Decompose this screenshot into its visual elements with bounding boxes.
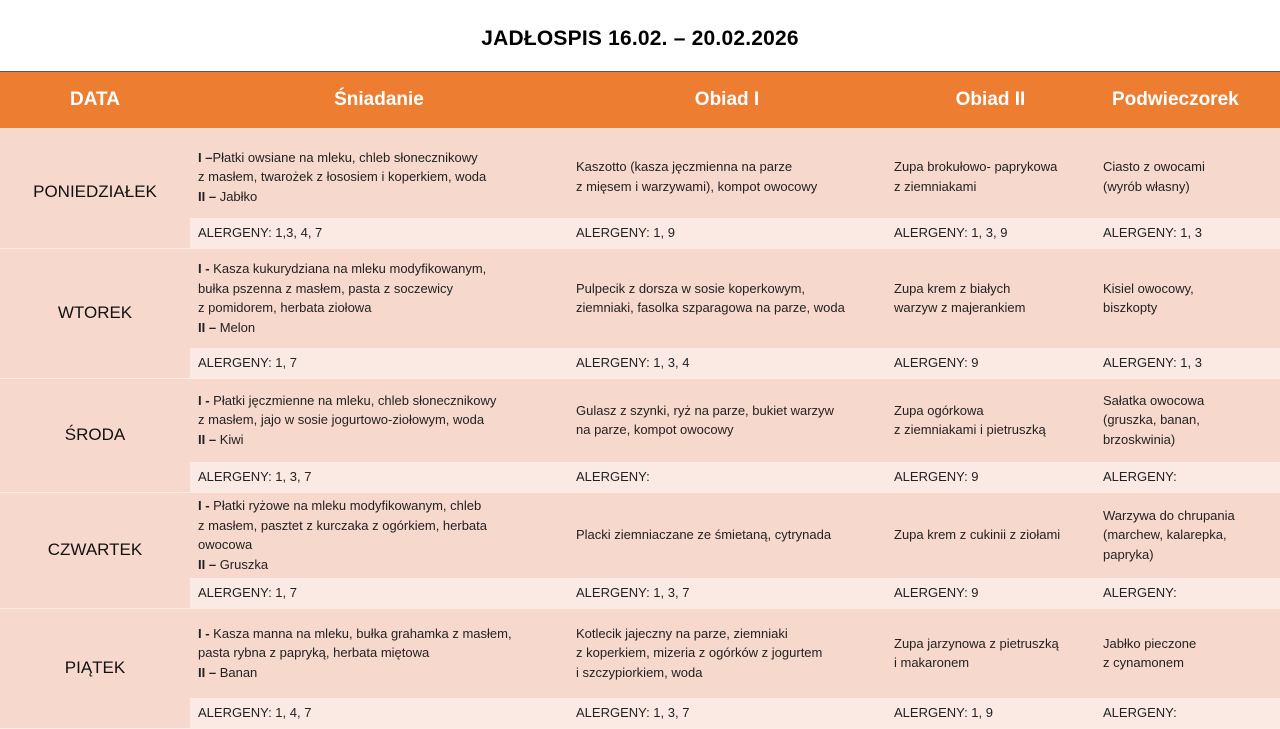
snack-cell: [1095, 248, 1280, 348]
breakfast-line: Jabłko: [216, 188, 258, 204]
cell-line: Jabłko pieczone: [1103, 635, 1197, 651]
cell-line: Pulpecik z dorsza w sosie koperkowym,: [576, 280, 806, 296]
breakfast-prefix: I -: [198, 625, 210, 641]
allergen-cell: ALERGENY: 9: [886, 348, 1095, 378]
spacer-row: [0, 128, 1280, 136]
lunch-2-cell: [886, 248, 1095, 348]
breakfast-cell: [190, 492, 568, 578]
allergen-row: [0, 578, 1280, 608]
cell-line: Kotlecik jajeczny na parze, ziemniaki: [576, 625, 788, 641]
breakfast-cell: [190, 248, 568, 348]
breakfast-line: Płatki ryżowe na mleku modyfikowanym, chleb: [209, 498, 482, 513]
snack-cell: [1095, 608, 1280, 698]
cell-line: Zupa jarzynowa z pietruszką: [894, 635, 1059, 651]
breakfast-line: z masłem, twarożek z łososiem i koperkiem, woda: [198, 169, 487, 184]
breakfast-line: Kiwi: [216, 431, 244, 447]
breakfast-cell: [190, 378, 568, 462]
cell-line: papryka): [1103, 546, 1154, 562]
allergen-cell: ALERGENY: 1, 9: [568, 218, 886, 248]
breakfast-prefix: II –: [198, 556, 217, 572]
breakfast-prefix: II –: [198, 431, 217, 447]
lunch-2-cell: [886, 608, 1095, 698]
allergen-cell: ALERGENY:: [1095, 698, 1280, 728]
header-breakfast: Śniadanie: [190, 72, 568, 129]
breakfast-cell: [190, 136, 568, 218]
breakfast-prefix: I -: [198, 261, 210, 276]
lunch-1-cell: [568, 378, 886, 462]
breakfast-cell: [190, 608, 568, 698]
header-date: DATA: [0, 72, 190, 129]
allergen-cell: ALERGENY: 1, 7: [190, 578, 568, 608]
allergen-cell: ALERGENY: 1, 9: [886, 698, 1095, 728]
breakfast-line: Melon: [216, 319, 256, 335]
cell-line: Ciasto z owocami: [1103, 159, 1205, 175]
cell-line: z ziemniakami i pietruszką: [894, 422, 1046, 437]
allergen-row: [0, 462, 1280, 492]
cell-line: z ziemniakami: [894, 178, 977, 194]
allergen-cell: ALERGENY:: [1095, 462, 1280, 492]
day-name: ŚRODA: [0, 378, 190, 492]
cell-line: Warzywa do chrupania: [1103, 507, 1235, 523]
breakfast-prefix: I –: [198, 149, 213, 165]
cell-line: Kisiel owocowy,: [1103, 280, 1194, 296]
allergen-cell: ALERGENY: 1, 4, 7: [190, 698, 568, 728]
day-name: PIĄTEK: [0, 608, 190, 728]
breakfast-prefix: II –: [198, 664, 217, 680]
breakfast-prefix: I -: [198, 392, 210, 408]
breakfast-line: z masłem, jajo w sosie jogurtowo-ziołowym, woda: [198, 412, 485, 428]
lunch-1-cell: [568, 492, 886, 578]
breakfast-line: Kasza manna na mleku, bułka grahamka z masłem,: [209, 625, 512, 641]
allergen-cell: ALERGENY: 1, 3: [1095, 348, 1280, 378]
breakfast-line: Płatki jęczmienne na mleku, chleb słonecznikowy: [209, 392, 497, 408]
cell-line: (gruszka, banan,: [1103, 412, 1200, 428]
cell-line: i makaronem: [894, 655, 970, 670]
cell-line: Zupa krem z cukinii z ziołami: [894, 527, 1061, 543]
breakfast-line: Płatki owsiane na mleku, chleb słonecznikowy: [212, 149, 478, 165]
allergen-cell: ALERGENY: 9: [886, 462, 1095, 492]
cell-line: z cynamonem: [1103, 655, 1184, 670]
cell-line: (wyrób własny): [1103, 178, 1190, 194]
menu-table: [0, 71, 1280, 729]
allergen-cell: ALERGENY:: [568, 462, 886, 492]
breakfast-prefix: I -: [198, 498, 210, 513]
lunch-1-cell: [568, 608, 886, 698]
cell-line: i szczypiorkiem, woda: [576, 664, 703, 680]
cell-line: Kaszotto (kasza jęczmienna na parze: [576, 159, 793, 175]
menu-body: [0, 128, 1280, 728]
breakfast-line: pasta rybna z papryką, herbata miętowa: [198, 645, 430, 661]
cell-line: brzoskwinia): [1103, 431, 1176, 447]
cell-line: na parze, kompot owocowy: [576, 422, 734, 437]
allergen-cell: ALERGENY: 1, 3, 7: [190, 462, 568, 492]
header-lunch-2: Obiad II: [886, 72, 1095, 129]
snack-cell: [1095, 378, 1280, 462]
cell-line: ziemniaki, fasolka szparagowa na parze, woda: [576, 300, 845, 315]
cell-line: warzyw z majerankiem: [894, 300, 1026, 315]
day-name: WTOREK: [0, 248, 190, 378]
breakfast-line: z masłem, pasztet z kurczaka z ogórkiem, herbata: [198, 517, 488, 533]
cell-line: Zupa brokułowo- paprykowa: [894, 159, 1058, 175]
cell-line: z mięsem i warzywami), kompot owocowy: [576, 178, 818, 194]
cell-line: Gulasz z szynki, ryż na parze, bukiet warzyw: [576, 402, 834, 418]
cell-line: (marchew, kalarepka,: [1103, 527, 1227, 543]
allergen-cell: ALERGENY:: [1095, 578, 1280, 608]
allergen-cell: ALERGENY: 1, 3: [1095, 218, 1280, 248]
allergen-cell: ALERGENY: 1,3, 4, 7: [190, 218, 568, 248]
header-snack: Podwieczorek: [1095, 72, 1280, 129]
cell-line: z koperkiem, mizeria z ogórków z jogurtem: [576, 645, 823, 661]
breakfast-line: Banan: [216, 664, 258, 680]
meal-row: [0, 136, 1280, 218]
lunch-2-cell: [886, 378, 1095, 462]
page-title: JADŁOSPIS 16.02. – 20.02.2026: [481, 27, 799, 50]
allergen-row: [0, 698, 1280, 728]
breakfast-line: z pomidorem, herbata ziołowa: [198, 300, 372, 315]
allergen-row: [0, 348, 1280, 378]
allergen-cell: ALERGENY: 1, 3, 7: [568, 578, 886, 608]
lunch-2-cell: [886, 492, 1095, 578]
lunch-1-cell: [568, 136, 886, 218]
breakfast-line: owocowa: [198, 537, 253, 552]
day-name: PONIEDZIAŁEK: [0, 136, 190, 248]
lunch-1-cell: [568, 248, 886, 348]
breakfast-prefix: II –: [198, 319, 217, 335]
cell-line: Zupa krem z białych: [894, 280, 1011, 296]
cell-line: Sałatka owocowa: [1103, 392, 1205, 408]
meal-row: [0, 492, 1280, 578]
meal-row: [0, 248, 1280, 348]
day-name: CZWARTEK: [0, 492, 190, 608]
meal-row: [0, 608, 1280, 698]
allergen-cell: ALERGENY: 9: [886, 578, 1095, 608]
cell-line: biszkopty: [1103, 300, 1158, 315]
snack-cell: [1095, 136, 1280, 218]
header-lunch-1: Obiad I: [568, 72, 886, 129]
cell-line: Zupa ogórkowa: [894, 402, 984, 418]
breakfast-line: Gruszka: [216, 556, 269, 572]
meal-row: [0, 378, 1280, 462]
allergen-row: [0, 218, 1280, 248]
breakfast-prefix: II –: [198, 188, 217, 204]
allergen-cell: ALERGENY: 1, 3, 4: [568, 348, 886, 378]
allergen-cell: ALERGENY: 1, 3, 9: [886, 218, 1095, 248]
header-row: [0, 72, 1280, 129]
breakfast-line: bułka pszenna z masłem, pasta z soczewicy: [198, 280, 454, 296]
snack-cell: [1095, 492, 1280, 578]
lunch-2-cell: [886, 136, 1095, 218]
allergen-cell: ALERGENY: 1, 7: [190, 348, 568, 378]
allergen-cell: ALERGENY: 1, 3, 7: [568, 698, 886, 728]
breakfast-line: Kasza kukurydziana na mleku modyfikowanym,: [209, 261, 487, 276]
cell-line: Placki ziemniaczane ze śmietaną, cytrynada: [576, 527, 832, 543]
